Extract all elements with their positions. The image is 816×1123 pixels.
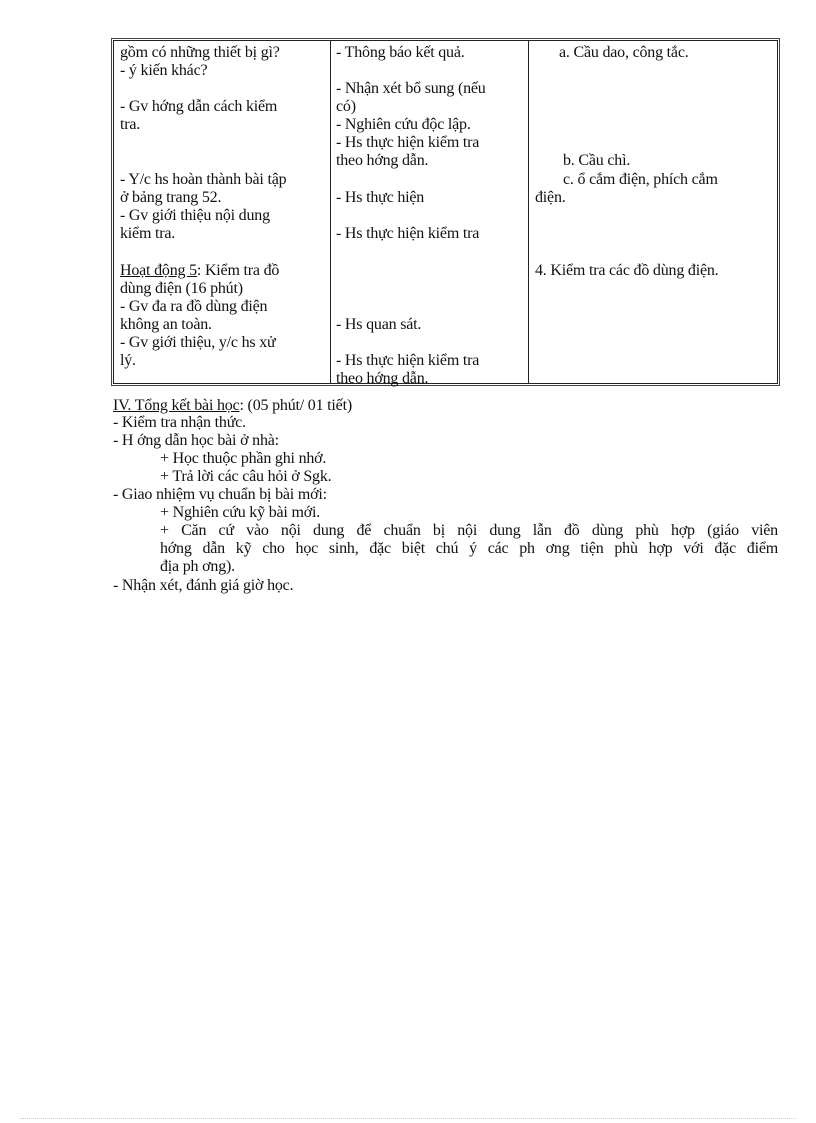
table-text: gồm có những thiết bị gì? xyxy=(120,44,280,61)
student-activity-column xyxy=(331,41,529,387)
table-text: - Hs quan sát. xyxy=(336,316,422,333)
summary-heading-time: : (05 phút/ 01 tiết) xyxy=(239,397,352,414)
table-text: c. ổ cắm điện, phích cắm xyxy=(563,171,718,188)
table-text: - Nhận xét bổ sung (nếu xyxy=(336,80,486,97)
table-text: theo hớng dẫn. xyxy=(336,152,429,169)
summary-text: + Trả lời các câu hỏi ở Sgk. xyxy=(160,468,332,485)
table-text: lý. xyxy=(120,352,136,369)
summary-text: - H ớng dẫn học bài ở nhà: xyxy=(113,432,279,449)
activity-5-heading xyxy=(120,262,279,280)
lesson-table xyxy=(113,40,778,387)
activity-5-label: Hoạt động 5 xyxy=(120,262,197,279)
summary-text: + Học thuộc phần ghi nhớ. xyxy=(160,450,327,467)
table-text: - ý kiến khác? xyxy=(120,62,208,79)
summary-text: địa ph ơng). xyxy=(160,558,235,575)
table-text: ở bảng trang 52. xyxy=(120,189,222,206)
summary-text: + Nghiên cứu kỹ bài mới. xyxy=(160,504,320,521)
table-text: kiểm tra. xyxy=(120,225,176,242)
table-text: a. Cầu dao, công tắc. xyxy=(559,44,689,61)
table-text: không an toàn. xyxy=(120,316,212,333)
page-footer-divider xyxy=(20,1118,796,1119)
table-text: điện. xyxy=(535,189,566,206)
summary-text: hớng dẫn kỹ cho học sinh, đặc biệt chú ý các ph ơng tiện phù hợp với đặc điểm xyxy=(160,540,778,557)
summary-text: - Kiểm tra nhận thức. xyxy=(113,414,246,431)
summary-heading-label: IV. Tổng kết bài học xyxy=(113,397,240,414)
table-text: có) xyxy=(336,98,356,115)
table-text: - Gv hớng dẫn cách kiểm xyxy=(120,98,278,115)
activity-5-title: : Kiểm tra đồ xyxy=(196,262,280,279)
table-text: theo hớng dẫn. xyxy=(336,370,429,387)
summary-text: - Giao nhiệm vụ chuẩn bị bài mới: xyxy=(113,486,327,503)
summary-text: - Nhận xét, đánh giá giờ học. xyxy=(113,577,294,594)
summary-text: + Căn cứ vào nội dung để chuẩn bị nội dung lẫn đồ dùng phù hợp (giáo viên xyxy=(160,522,778,539)
table-text: dùng điện (16 phút) xyxy=(120,280,243,297)
teacher-activity-column xyxy=(114,41,331,383)
table-text: b. Cầu chì. xyxy=(563,152,631,169)
summary-heading xyxy=(113,397,352,415)
table-text: - Hs thực hiện xyxy=(336,189,425,206)
table-text: - Gv giới thiệu nội dung xyxy=(120,207,270,224)
table-text: tra. xyxy=(120,116,141,133)
table-text: 4. Kiểm tra các đồ dùng điện. xyxy=(535,262,719,279)
table-text: - Hs thực hiện kiểm tra xyxy=(336,134,480,151)
table-text: - Thông báo kết quả. xyxy=(336,44,465,61)
table-text: - Hs thực hiện kiểm tra xyxy=(336,352,480,369)
table-text: - Gv giới thiệu, y/c hs xử xyxy=(120,334,276,351)
table-text: - Nghiên cứu độc lập. xyxy=(336,116,471,133)
table-text: - Gv đa ra đồ dùng điện xyxy=(120,298,268,315)
table-text: - Y/c hs hoàn thành bài tập xyxy=(120,171,287,188)
table-text: - Hs thực hiện kiểm tra xyxy=(336,225,480,242)
content-column xyxy=(529,41,777,383)
